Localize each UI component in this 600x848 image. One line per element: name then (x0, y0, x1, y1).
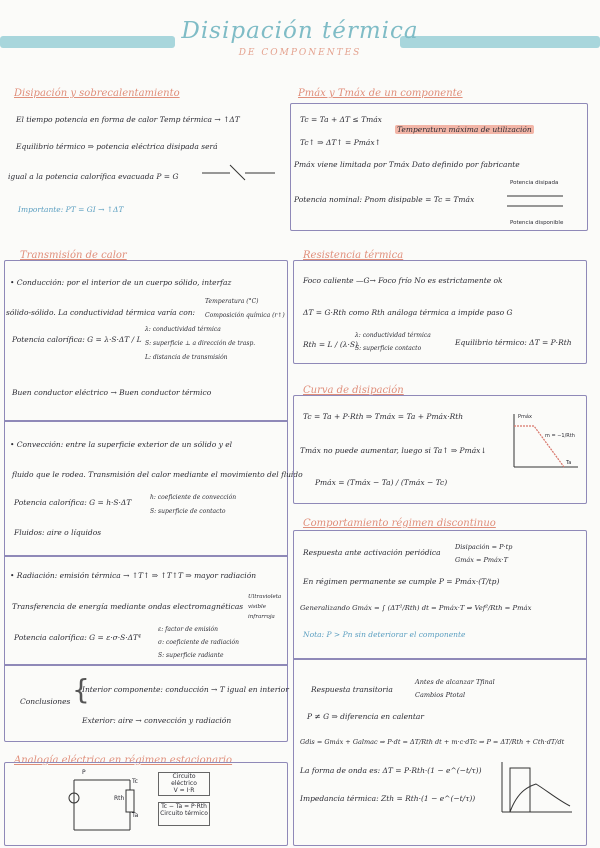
rad-line-2: Transferencia de energía mediante ondas electromagnéticas (12, 602, 244, 611)
section-title-curva: Curva de disipación (303, 385, 404, 396)
cond-line-3b: S: superficie ⊥ a dirección de trasp. (145, 340, 256, 347)
analogia-b1-title: Circuito eléctrico (171, 773, 197, 787)
impulsional-line-4: Nota: P > Pn sin deteriorar el componente (303, 630, 466, 639)
resistencia-line-3a: λ: conductividad térmica (355, 332, 431, 339)
curva-y-label: Pmáx (518, 414, 532, 420)
disipacion-line-1: El tiempo potencia en forma de calor Temp térmica → ↑ΔT (16, 115, 240, 124)
conv-line-4: Fluidos: aire o líquidos (14, 528, 102, 537)
curva-line-3: Pmáx = (Tmáx − Ta) / (Tmáx − Tc) (315, 478, 448, 487)
transitoria-line-4: La forma de onda es: ΔT = P·Rth·(1 − e^(−t/τ)) (300, 766, 482, 775)
curva-line-2: Tmáx no puede aumentar, luego si Ta↑ ⇒ Pmáx↓ (300, 446, 487, 455)
analogia-res: Rth (114, 795, 125, 802)
transitoria-line-5: Impedancia térmica: Zth = Rth·(1 − e^(−t/τ)) (300, 794, 476, 803)
pmax-diag (505, 188, 565, 216)
transitoria-line-1b: Cambios Ptotal (415, 691, 466, 699)
conv-line-2: fluido que le rodea. Transmisión del calor mediante el movimiento del fluido (12, 470, 303, 479)
resistencia-line-1: Foco caliente —G→ Foco frío No es estrictamente ok (303, 276, 503, 285)
impulsional-line-1b: Gmáx = Pmáx·T (455, 556, 508, 564)
impulsional-sep (293, 658, 586, 660)
conv-line-3b: S: superficie de contacto (150, 508, 226, 515)
cond-line-3a: λ: conductividad térmica (145, 326, 221, 333)
page-title: Disipación térmica (181, 18, 419, 44)
cond-line-2a: Temperatura (°C) (205, 298, 259, 305)
disipacion-line-4: Importante: PT = GI → ↑ΔT (18, 205, 124, 214)
section-title-disipacion: Disipación y sobrecalentamiento (14, 88, 180, 99)
pmax-line-3: Pmáx viene limitada por Tmáx Dato definido por fabricante (294, 160, 520, 169)
cond-line-1: • Conducción: por el interior de un cuerpo sólido, interfaz (10, 278, 232, 287)
section-title-transmision: Transmisión de calor (20, 250, 127, 261)
analogia-b1-val: V = I·R (173, 787, 195, 794)
transmision-sep-3 (4, 664, 288, 666)
impulsional-line-2: En régimen permanente se cumple P = Pmáx·(T/tp) (303, 577, 500, 586)
pmax-line-2: Tc↑ ⇒ ΔT↑ = Pmáx↑ (300, 138, 381, 147)
rad-line-2c: infrarroja (248, 614, 275, 620)
rad-line-2b: visible (248, 604, 266, 610)
rad-line-3b: σ: coeficiente de radiación (158, 639, 239, 646)
transitoria-line-3: Gdis = Gmáx + Galmac ⇒ P·dt = ΔT/Rth dt + m·c·dTc ⇒ P = ΔT/Rth + Cth·dT/dt (300, 738, 565, 746)
analogia-src: P (82, 769, 86, 776)
analogia-box-1 (158, 772, 210, 796)
thermal-symbol-diagram (200, 155, 280, 185)
analogia-node-tc: Tc (132, 778, 138, 785)
curva-slope-label: m = −1/Rth (545, 433, 575, 439)
section-title-pmax: Pmáx y Tmáx de un componente (298, 88, 463, 99)
analogia-b2-val: Tc − Ta = P·Rth (161, 803, 207, 810)
transitoria-line-1a: Antes de alcanzar Tfinal (415, 678, 495, 686)
resistencia-line-3c: Equilibrio térmico: ΔT = P·Rth (455, 338, 572, 347)
section-title-resistencia: Resistencia térmica (303, 250, 404, 261)
resistencia-line-2: ΔT = G·Rth como Rth análoga térmica a impide paso G (303, 308, 513, 317)
resistencia-line-3: Rth = L / (λ·S) (303, 340, 358, 349)
pmax-line-1b: Temperatura máxima de utilización (397, 125, 532, 134)
cond-line-3: Potencia calorífica: G = λ·S·ΔT / L (12, 335, 142, 344)
cond-line-3c: L: distancia de transmisión (145, 354, 228, 361)
rad-line-3c: S: superficie radiante (158, 652, 224, 659)
conv-line-1: • Convección: entre la superficie exterior de un sólido y el (10, 440, 233, 449)
resistencia-line-3b: S: superficie contacto (355, 345, 422, 352)
analogia-box-2 (158, 802, 210, 826)
rad-line-3a: ε: factor de emisión (158, 626, 219, 633)
transmision-sep-1 (4, 420, 288, 422)
section-title-impulsional: Comportamiento régimen discontinuo (303, 518, 496, 529)
transitoria-plot (496, 760, 574, 816)
curva-x-label: Ta (566, 460, 572, 466)
conv-line-3: Potencia calorífica: G = h·S·ΔT (14, 498, 132, 507)
page-subtitle: DE COMPONENTES (238, 48, 362, 58)
conclusiones-brace: { (72, 673, 90, 706)
disipacion-line-3: igual a la potencia calorífica evacuada P = G (8, 172, 179, 181)
cond-line-4: Buen conductor eléctrico → Buen conductor térmico (12, 388, 212, 397)
section-title-analogia: Analogía eléctrica en régimen estacionario (14, 755, 233, 766)
pmax-line-1: Tc = Ta + ΔT ≤ Tmáx (300, 115, 382, 124)
transitoria-line-2: P ≠ G ⇒ diferencia en calentar (307, 712, 424, 721)
curva-line-1: Tc = Ta + P·Rth ⇒ Tmáx = Ta + Pmáx·Rth (303, 412, 464, 421)
impulsional-line-1a: Disipación = P·tp (455, 543, 513, 551)
cond-line-2: sólido-sólido. La conductividad térmica varía con: (6, 308, 196, 317)
pmax-line-4: Potencia nominal: Pnom disipable = Tc = Tmáx (294, 195, 475, 204)
pmax-diag-top: Potencia disipada (510, 180, 559, 186)
conv-line-3a: h: coeficiente de convección (150, 494, 237, 501)
rad-line-3: Potencia calorífica: G = ε·σ·S·ΔT⁴ (14, 633, 142, 642)
conclusion-1: Interior componente: conducción → T igual en interior (82, 685, 289, 694)
transmision-sep-2 (4, 555, 288, 557)
rad-line-1: • Radiación: emisión térmica → ↑T↑ ⇒ ↑T↑T ⇒ mayor radiación (10, 571, 257, 580)
disipacion-line-2: Equilibrio térmico ⇒ potencia eléctrica disipada será (16, 142, 218, 151)
analogia-node-ta: Ta (132, 812, 139, 819)
analogia-b2-title: Circuito térmico (160, 810, 208, 817)
rad-line-2a: Ultravioleta (248, 594, 282, 600)
impulsional-line-1: Respuesta ante activación periódica (303, 548, 441, 557)
conclusiones-label: Conclusiones (20, 697, 71, 706)
transitoria-line-1: Respuesta transitoria (311, 685, 393, 694)
pmax-diag-bottom: Potencia disponible (510, 220, 564, 226)
impulsional-line-3: Generalizando Gmáx = ∫ (ΔT²/Rth) dt = Pmáx·T ⇒ Vef²/Rth = Pmáx (300, 604, 532, 612)
cond-line-2b: Composición química (r↑) (205, 312, 285, 319)
conclusion-2: Exterior: aire → convección y radiación (82, 716, 232, 725)
